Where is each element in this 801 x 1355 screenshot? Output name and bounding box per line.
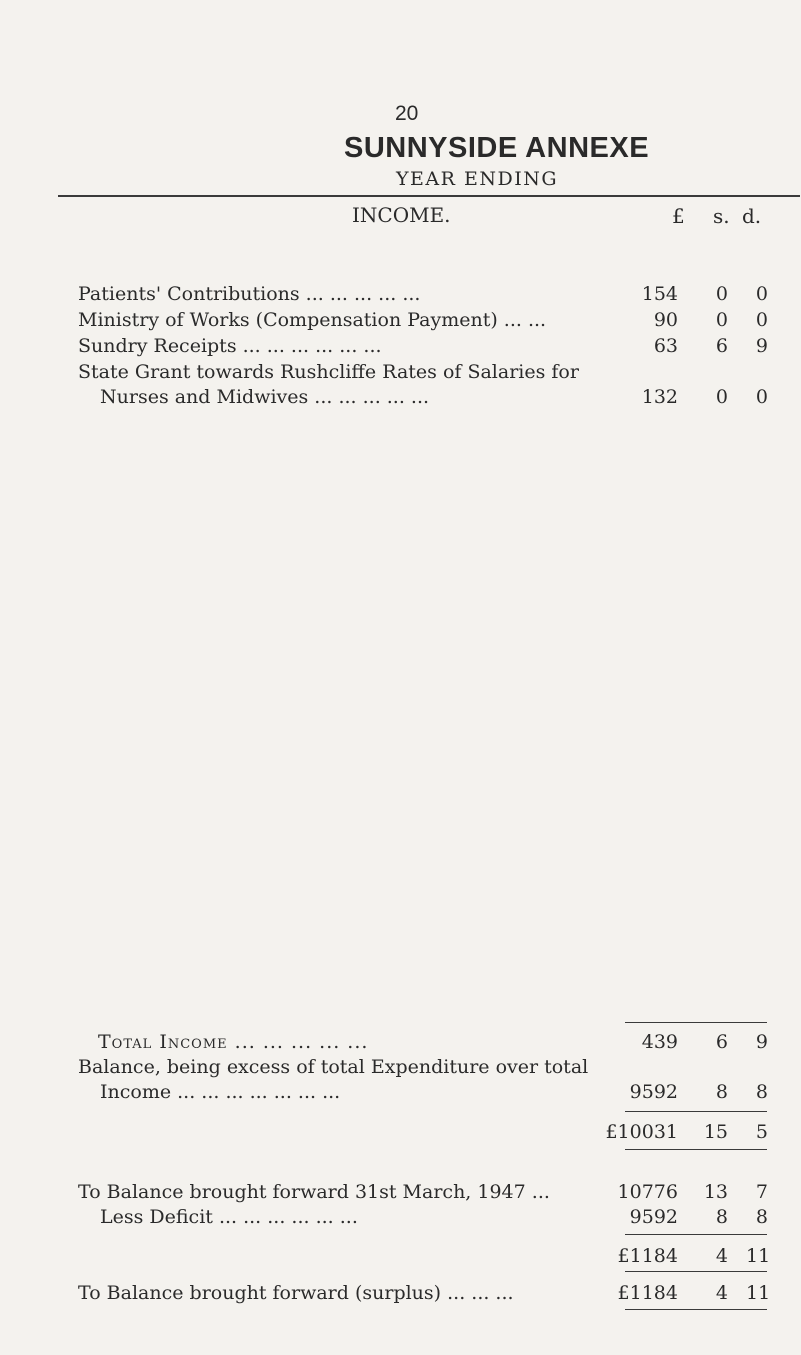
pounds-column-header: £ bbox=[672, 204, 685, 228]
income-label: Ministry of Works (Compensation Payment) ... ... bbox=[78, 309, 547, 331]
pence-value: 9 bbox=[755, 335, 768, 357]
surplus-rule-top bbox=[625, 1271, 767, 1272]
pounds-value: 63 bbox=[653, 335, 678, 357]
surplus-rule-bottom bbox=[625, 1309, 767, 1310]
pounds-value: 10776 bbox=[617, 1181, 678, 1203]
pounds-value: 90 bbox=[653, 309, 678, 331]
pence-value: 7 bbox=[755, 1181, 768, 1203]
grand-total-rule bbox=[625, 1149, 767, 1150]
pounds-value: 154 bbox=[641, 283, 678, 305]
pounds-value: 132 bbox=[641, 386, 678, 408]
total-income-label: Total Income ... ... ... ... ... bbox=[98, 1031, 369, 1053]
pence-value: 0 bbox=[755, 309, 768, 331]
shillings-value: 0 bbox=[715, 309, 728, 331]
shillings-value: 4 bbox=[715, 1282, 728, 1304]
header-rule bbox=[58, 195, 800, 197]
subtotal-rule bbox=[625, 1022, 767, 1023]
pence-value: 11 bbox=[746, 1282, 771, 1304]
income-header: INCOME. bbox=[352, 203, 451, 227]
total-rule bbox=[625, 1111, 767, 1112]
income-label: Patients' Contributions ... ... ... ... ... bbox=[78, 283, 421, 305]
pounds-value: £1184 bbox=[617, 1282, 678, 1304]
pence-value: 5 bbox=[755, 1121, 768, 1143]
page-subtitle: YEAR ENDING bbox=[396, 168, 559, 190]
less-deficit-label: Less Deficit ... ... ... ... ... ... bbox=[100, 1206, 358, 1228]
balance-forward-label: To Balance brought forward 31st March, 1947 ... bbox=[78, 1181, 550, 1203]
page-title: SUNNYSIDE ANNEXE bbox=[344, 132, 650, 164]
shillings-value: 8 bbox=[715, 1081, 728, 1103]
pence-column-header: d. bbox=[742, 204, 762, 228]
income-label: State Grant towards Rushcliffe Rates of Salaries for bbox=[78, 361, 579, 383]
pence-value: 8 bbox=[755, 1206, 768, 1228]
pence-value: 0 bbox=[755, 283, 768, 305]
pence-value: 9 bbox=[755, 1031, 768, 1053]
net-rule bbox=[625, 1234, 767, 1235]
balance-label-continued: Income ... ... ... ... ... ... ... bbox=[100, 1081, 341, 1103]
income-label-continued: Nurses and Midwives ... ... ... ... ... bbox=[100, 386, 430, 408]
shillings-value: 4 bbox=[715, 1245, 728, 1267]
page-number: 20 bbox=[395, 102, 419, 125]
pounds-value: £1184 bbox=[617, 1245, 678, 1267]
shillings-value: 0 bbox=[715, 386, 728, 408]
surplus-label: To Balance brought forward (surplus) ... ... ... bbox=[78, 1282, 514, 1304]
pence-value: 11 bbox=[746, 1245, 771, 1267]
shillings-value: 8 bbox=[715, 1206, 728, 1228]
pounds-value: £10031 bbox=[605, 1121, 678, 1143]
pence-value: 0 bbox=[755, 386, 768, 408]
shillings-value: 15 bbox=[703, 1121, 728, 1143]
pounds-value: 439 bbox=[641, 1031, 678, 1053]
pence-value: 8 bbox=[755, 1081, 768, 1103]
pounds-value: 9592 bbox=[629, 1081, 678, 1103]
shillings-column-header: s. bbox=[713, 204, 730, 228]
income-label: Sundry Receipts ... ... ... ... ... ... bbox=[78, 335, 382, 357]
pounds-value: 9592 bbox=[629, 1206, 678, 1228]
balance-label: Balance, being excess of total Expenditure over total bbox=[78, 1056, 589, 1078]
shillings-value: 6 bbox=[715, 1031, 728, 1053]
shillings-value: 0 bbox=[715, 283, 728, 305]
shillings-value: 6 bbox=[715, 335, 728, 357]
shillings-value: 13 bbox=[703, 1181, 728, 1203]
